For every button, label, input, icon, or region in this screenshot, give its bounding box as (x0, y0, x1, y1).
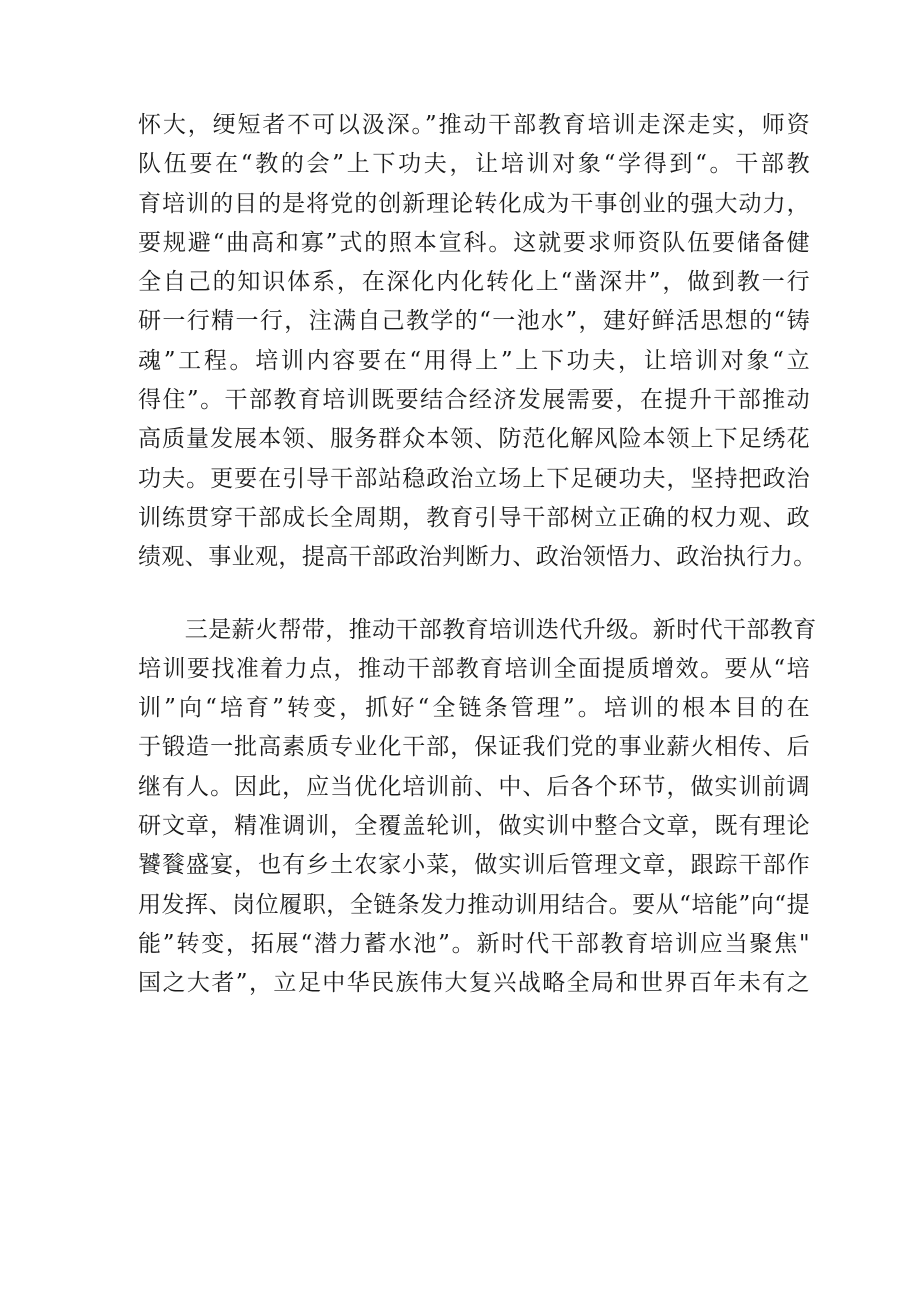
text-line: 饕餮盛宴，也有乡土农家小菜，做实训后管理文章，跟踪干部作 (138, 852, 810, 879)
text-line: 能”转变，拓展“潜力蓄水池”。新时代干部教育培训应当聚焦" (138, 930, 810, 957)
text-line: 用发挥、岗位履职，全链条发力推动训用结合。要从“培能”向“提 (138, 891, 810, 918)
text-line: 训练贯穿干部成长全周期，教育引导干部树立正确的权力观、政 (138, 504, 810, 531)
text-line: 要规避“曲高和寡”式的照本宣科。这就要求师资队伍要储备健 (138, 229, 810, 256)
text-line: 得住”。干部教育培训既要结合经济发展需要，在提升干部推动 (138, 387, 810, 414)
text-line: 队伍要在“教的会”上下功夫，让培训对象“学得到“。干部教 (138, 151, 810, 178)
text-line: 怀大，绠短者不可以汲深。”推动干部教育培训走深走实，师资 (138, 112, 810, 138)
text-line: 训”向“培育”转变，抓好“全链条管理”。培训的根本目的在 (138, 695, 810, 722)
text-line: 高质量发展本领、服务群众本领、防范化解风险本领上下足绣花 (138, 426, 810, 453)
paragraph-faculty-and-content (138, 106, 817, 578)
text-line: 继有人。因此，应当优化培训前、中、后各个环节，做实训前调 (138, 773, 810, 800)
text-line: 绩观、事业观，提高干部政治判断力、政治领悟力、政治执行力。 (138, 544, 817, 571)
text-line: 三是薪火帮带，推动干部教育培训迭代升级。新时代干部教育 (138, 616, 817, 643)
text-line: 研一行精一行，注满自己教学的“一池水”，建好鲜活思想的“铸 (138, 308, 810, 335)
paragraph-third-point (138, 611, 817, 1004)
text-line: 研文章，精准调训，全覆盖轮训，做实训中整合文章，既有理论 (138, 813, 810, 840)
text-line: 于锻造一批高素质专业化干部，保证我们党的事业薪火相传、后 (138, 734, 810, 761)
text-line: 全自己的知识体系，在深化内化转化上“凿深井”，做到教一行 (138, 269, 810, 296)
text-line: 国之大者”，立足中华民族伟大复兴战略全局和世界百年未有之 (138, 970, 810, 997)
text-line: 魂”工程。培训内容要在“用得上”上下功夫，让培训对象“立 (138, 347, 810, 374)
text-line: 功夫。更要在引导干部站稳政治立场上下足硬功夫，坚持把政治 (138, 465, 810, 492)
text-line: 培训要找准着力点，推动干部教育培训全面提质增效。要从“培 (138, 655, 810, 682)
paragraph-spacer (138, 578, 810, 611)
text-line: 育培训的目的是将党的创新理论转化成为干事创业的强大动力， (138, 190, 810, 217)
document-body (138, 106, 817, 1004)
